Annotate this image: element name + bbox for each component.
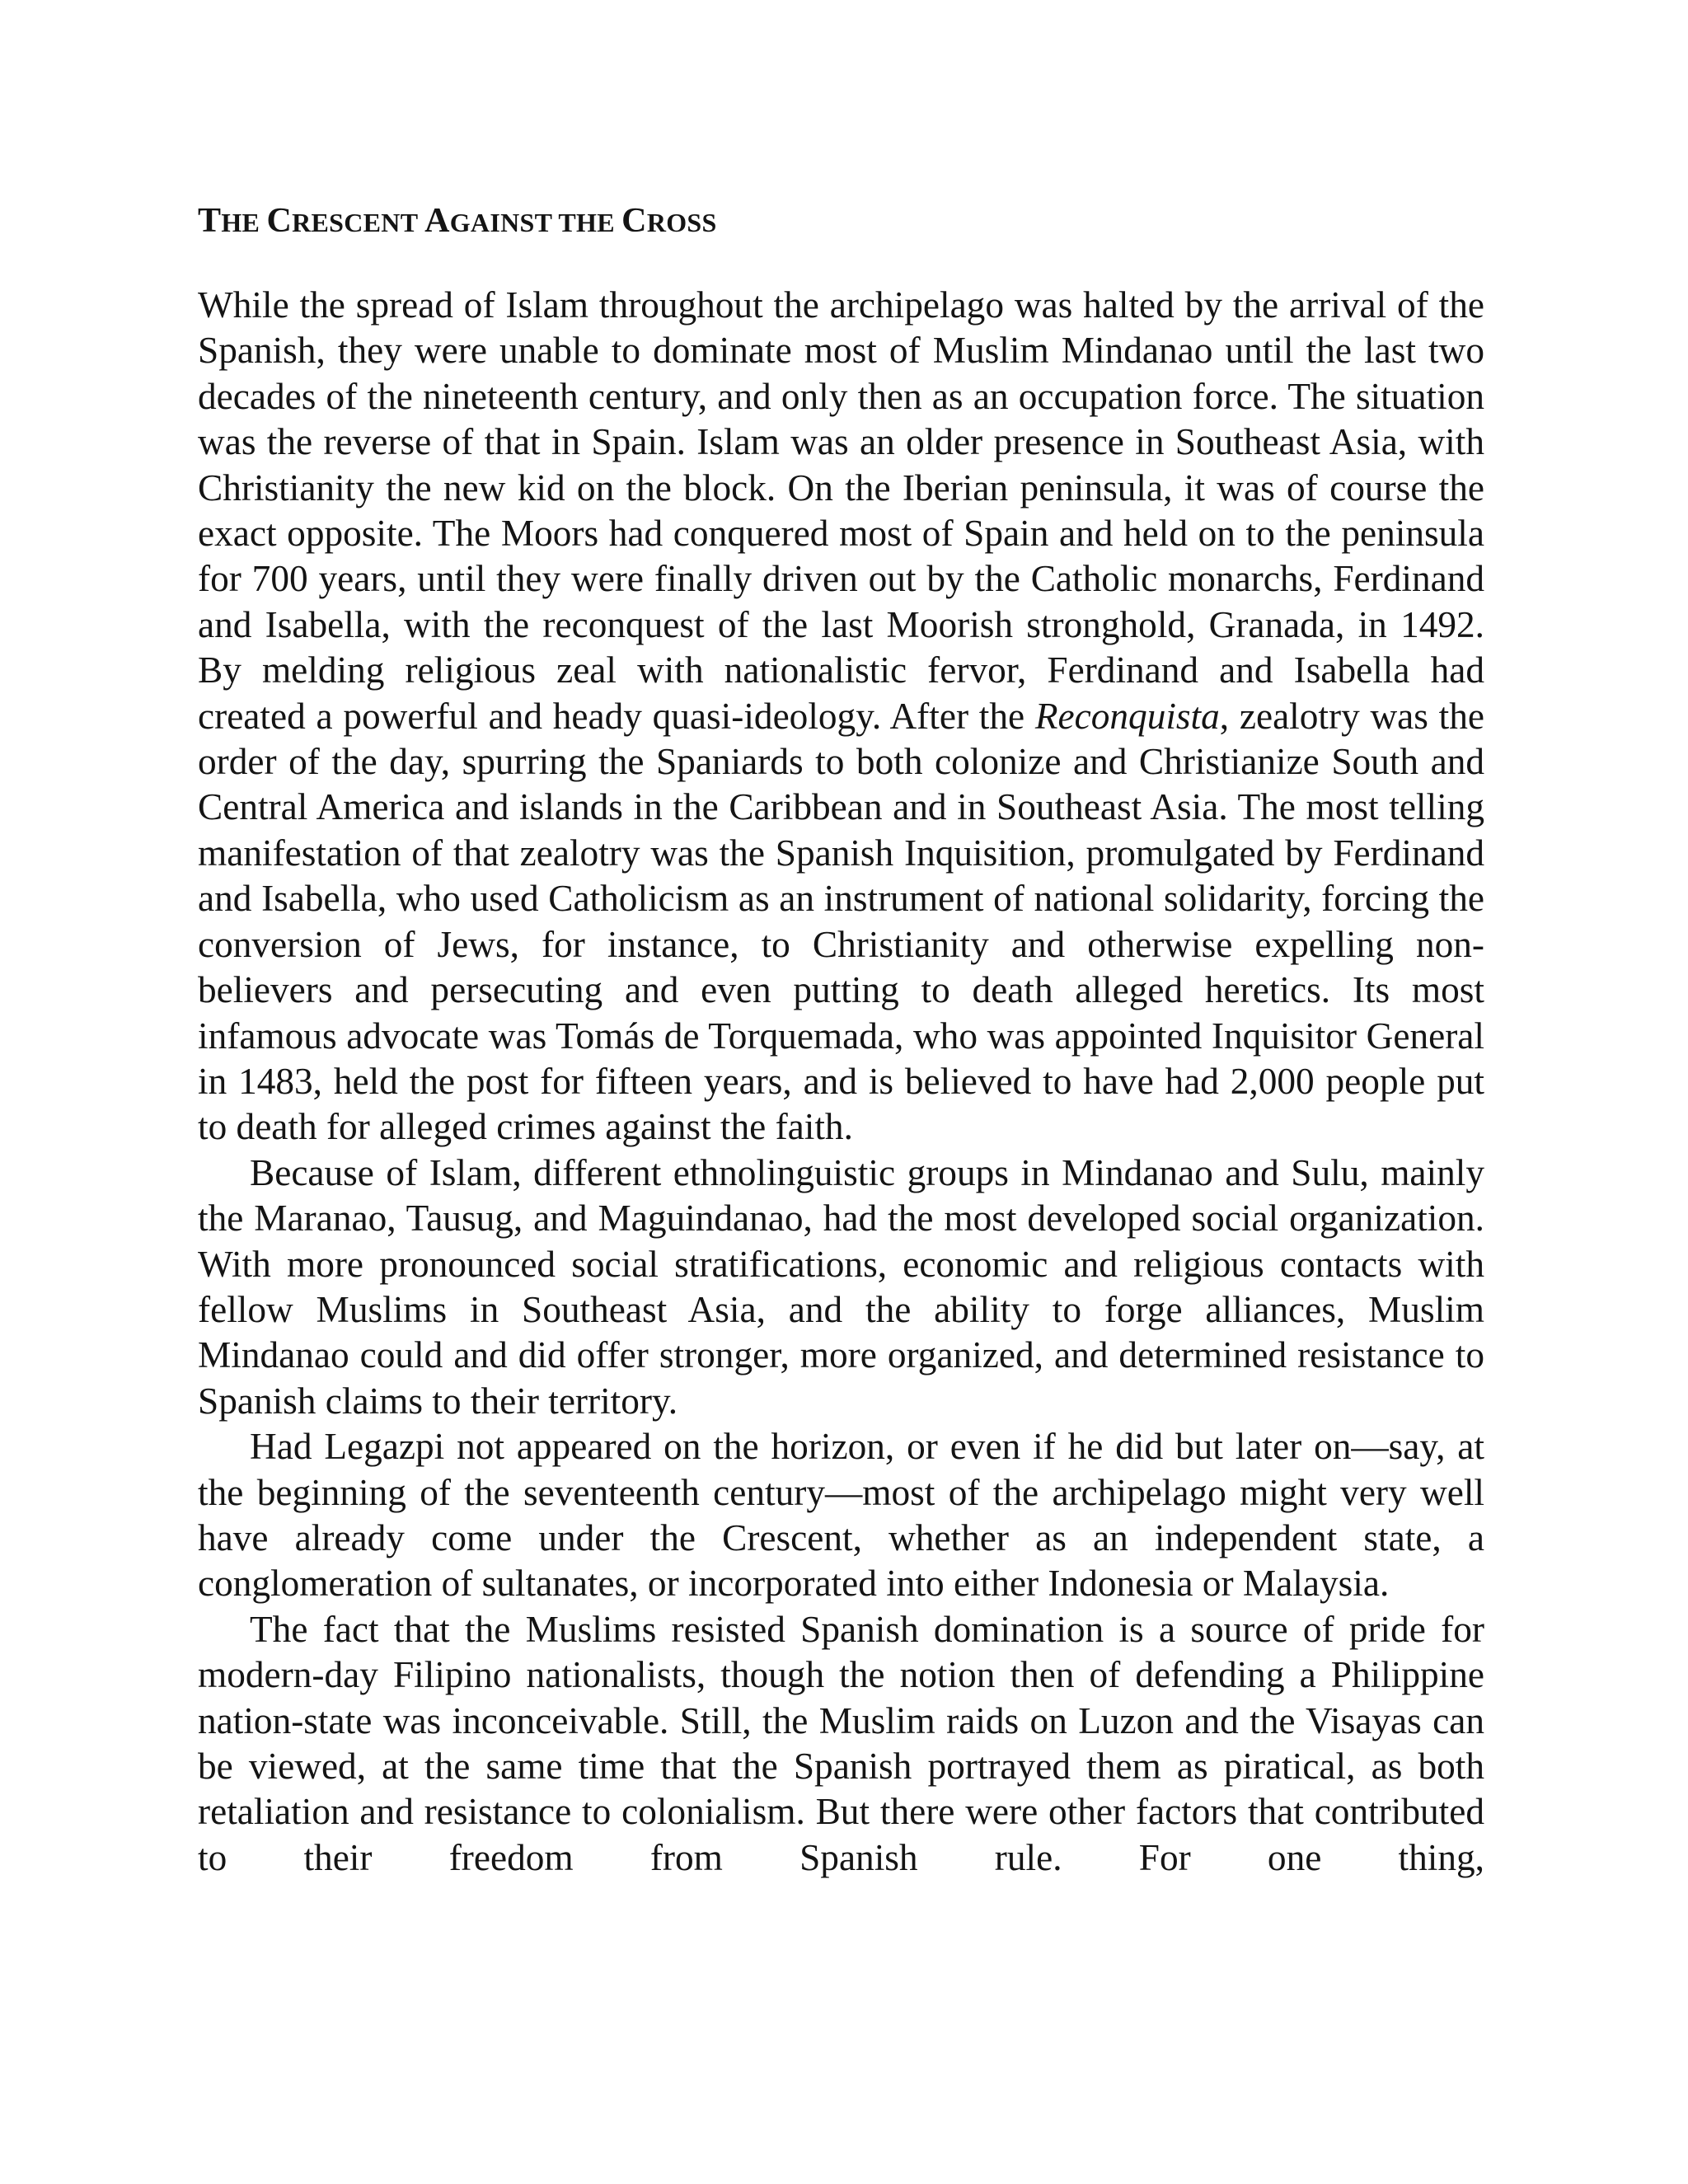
- heading-cap-4: C: [621, 202, 647, 240]
- heading-cap-1: T: [198, 202, 222, 240]
- paragraph-1-text-a: While the spread of Islam throughout the archipelago was halted by the arrival of the Spanish, they were unable to dominate most of Muslim Mindanao until the last two decades of the nineteenth century, and only then as an occupation force. The situation was the reverse of that in Spain. Islam was an older presence in Southeast Asia, with Christianity the new kid on the block. On the Iberian peninsula, it was of course the exact opposite. The Moors had conquered most of Spain and held on to the peninsula for 700 years, until they were finally driven out by the Catholic monarchs, Ferdinand and Isabella, with the reconquest of the last Moorish stronghold, Granada, in 1492. By melding religious zeal with nationalistic fervor, Ferdinand and Isabella had created a powerful and heady quasi-ideology. After the: [198, 284, 1484, 737]
- paragraph-1: [198, 283, 1484, 1151]
- paragraph-1-italic-term: Reconquista: [1034, 695, 1220, 737]
- heading-rest-3: GAINST THE: [449, 208, 622, 237]
- heading-cap-3: A: [424, 202, 450, 240]
- heading-rest-2: RESCENT: [292, 208, 425, 237]
- paragraph-3: Had Legazpi not appeared on the horizon, or even if he did but later on—say, at the beginning of the seventeenth century—most of the archipelago might very well have already come under the Crescent, whether as an independent state, a conglomeration of sultanates, or incorporated into either Indonesia or Malaysia.: [198, 1426, 1484, 1605]
- paragraph-4: The fact that the Muslims resisted Spanish domination is a source of pride for modern-day Filipino nationalists, though the notion then of defending a Philippine nation-state was inconceivable. Still, the Muslim raids on Luzon and the Visayas can be viewed, at the same time that the Spanish portrayed them as piratical, as both retaliation and resistance to colonialism. But there were other factors that contributed to their freedom from Spanish rule. For one thing,: [198, 1608, 1484, 1878]
- heading-cap-2: C: [266, 202, 293, 240]
- page-body: [198, 196, 1484, 1881]
- heading-rest-1: HE: [221, 208, 267, 237]
- heading-rest-4: ROSS: [646, 208, 717, 237]
- paragraph-1-text-b: , zealotry was the order of the day, spurring the Spaniards to both colonize and Christianize South and Central America and islands in the Caribbean and in Southeast Asia. The most telling manifestation of that zealotry was the Spanish Inquisition, promulgated by Ferdinand and Isabella, who used Catholicism as an instrument of national solidarity, forcing the conversion of Jews, for instance, to Christianity and otherwise expelling non-believers and persecuting and even putting to death alleged heretics. Its most infamous advocate was Tomás de Torquemada, who was appointed Inquisitor General in 1483, held the post for fifteen years, and is believed to have had 2,000 people put to death for alleged crimes against the faith.: [198, 695, 1484, 1148]
- section-heading: [198, 196, 1484, 247]
- paragraph-2: Because of Islam, different ethnolinguistic groups in Mindanao and Sulu, mainly the Maranao, Tausug, and Maguindanao, had the most developed social organization. With more pronounced social stratifications, economic and religious contacts with fellow Muslims in Southeast Asia, and the ability to forge alliances, Muslim Mindanao could and did offer stronger, more organized, and determined resistance to Spanish claims to their territory.: [198, 1151, 1484, 1422]
